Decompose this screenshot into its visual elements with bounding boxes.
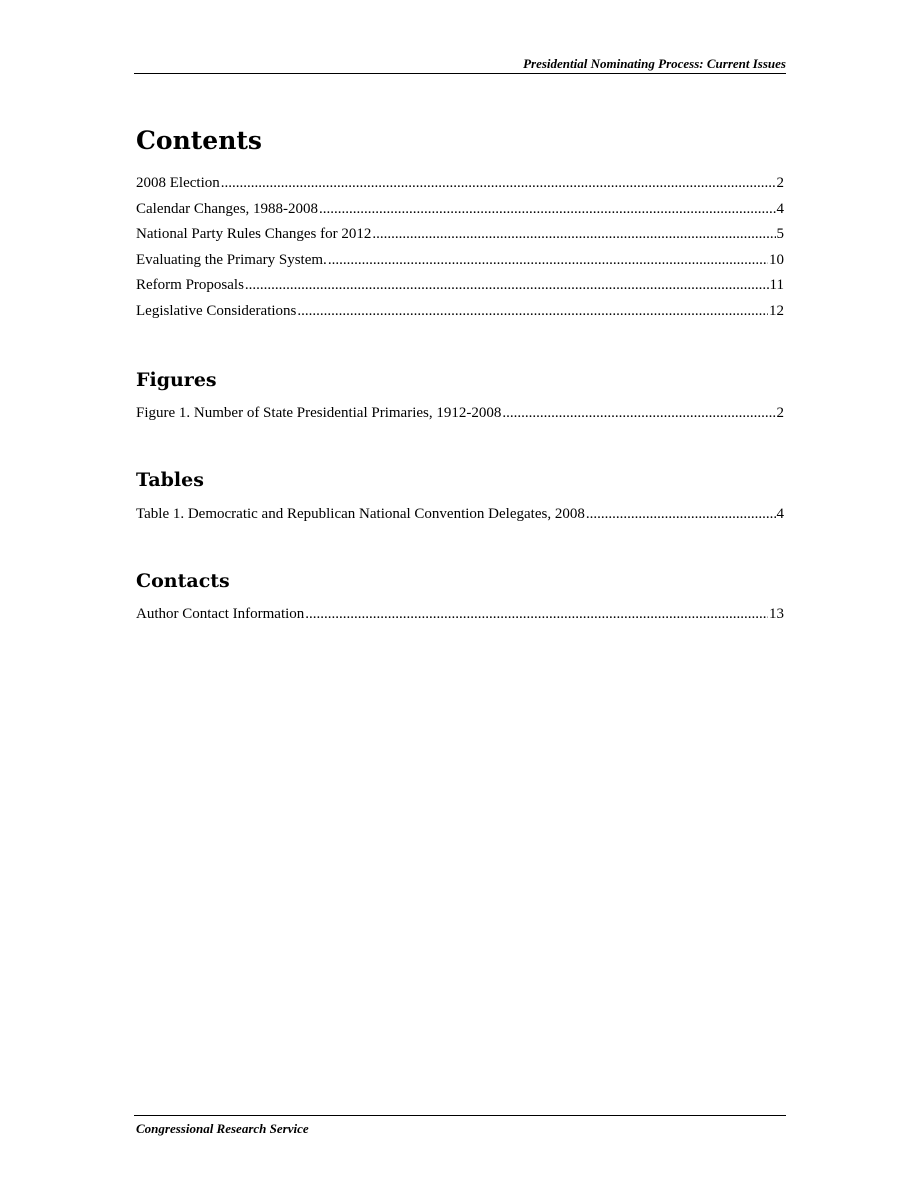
contents-list: [136, 171, 784, 325]
toc-page-number[interactable]: 5: [776, 226, 784, 243]
tables-heading: Tables: [136, 469, 204, 491]
contacts-list: [136, 602, 784, 628]
toc-entry[interactable]: [136, 171, 784, 197]
toc-page-number[interactable]: 12: [769, 302, 784, 319]
toc-entry[interactable]: [136, 248, 784, 274]
toc-entry[interactable]: [136, 197, 784, 223]
toc-entry[interactable]: [136, 299, 784, 325]
dot-leader: [245, 273, 769, 299]
toc-entry[interactable]: [136, 273, 784, 299]
running-footer: Congressional Research Service: [136, 1121, 309, 1136]
contents-heading: Contents: [136, 126, 263, 155]
toc-page-number[interactable]: 2: [776, 175, 784, 191]
toc-page-number[interactable]: 11: [769, 277, 784, 294]
toc-entry[interactable]: [136, 222, 784, 248]
toc-entry-label[interactable]: Legislative Considerations: [136, 302, 297, 319]
dot-leader: [328, 248, 768, 274]
figures-heading: Figures: [136, 369, 217, 391]
toc-page-number[interactable]: 2: [776, 405, 784, 421]
dot-leader: [297, 299, 768, 325]
contacts-heading: Contacts: [136, 570, 230, 592]
dot-leader: [502, 401, 775, 427]
toc-entry-label[interactable]: Table 1. Democratic and Republican National Convention Delegates, 2008: [136, 506, 585, 522]
toc-entry-label[interactable]: Evaluating the Primary System.: [136, 251, 327, 268]
toc-entry[interactable]: [136, 502, 784, 528]
toc-entry-label[interactable]: Calendar Changes, 1988-2008: [136, 200, 319, 217]
dot-leader: [221, 171, 776, 197]
tables-list: [136, 502, 784, 528]
toc-entry-label[interactable]: Reform Proposals: [136, 277, 244, 294]
running-header: Presidential Nominating Process: Current Issues: [523, 56, 786, 71]
footer-rule: [134, 1115, 786, 1116]
toc-entry[interactable]: [136, 602, 784, 628]
toc-entry-label[interactable]: National Party Rules Changes for 2012: [136, 226, 372, 243]
dot-leader: [319, 197, 775, 223]
dot-leader: [586, 502, 776, 528]
toc-entry-label[interactable]: 2008 Election: [136, 175, 220, 191]
toc-page-number[interactable]: 13: [769, 606, 784, 622]
header-rule: [134, 73, 786, 74]
dot-leader: [372, 222, 775, 248]
toc-page-number[interactable]: 4: [776, 506, 784, 522]
dot-leader: [305, 602, 768, 628]
toc-entry-label[interactable]: Figure 1. Number of State Presidential Primaries, 1912-2008: [136, 405, 502, 421]
toc-page-number[interactable]: 10: [769, 251, 784, 268]
toc-entry-label[interactable]: Author Contact Information: [136, 606, 305, 622]
toc-page-number[interactable]: 4: [776, 200, 784, 217]
toc-entry[interactable]: [136, 401, 784, 427]
figures-list: [136, 401, 784, 427]
